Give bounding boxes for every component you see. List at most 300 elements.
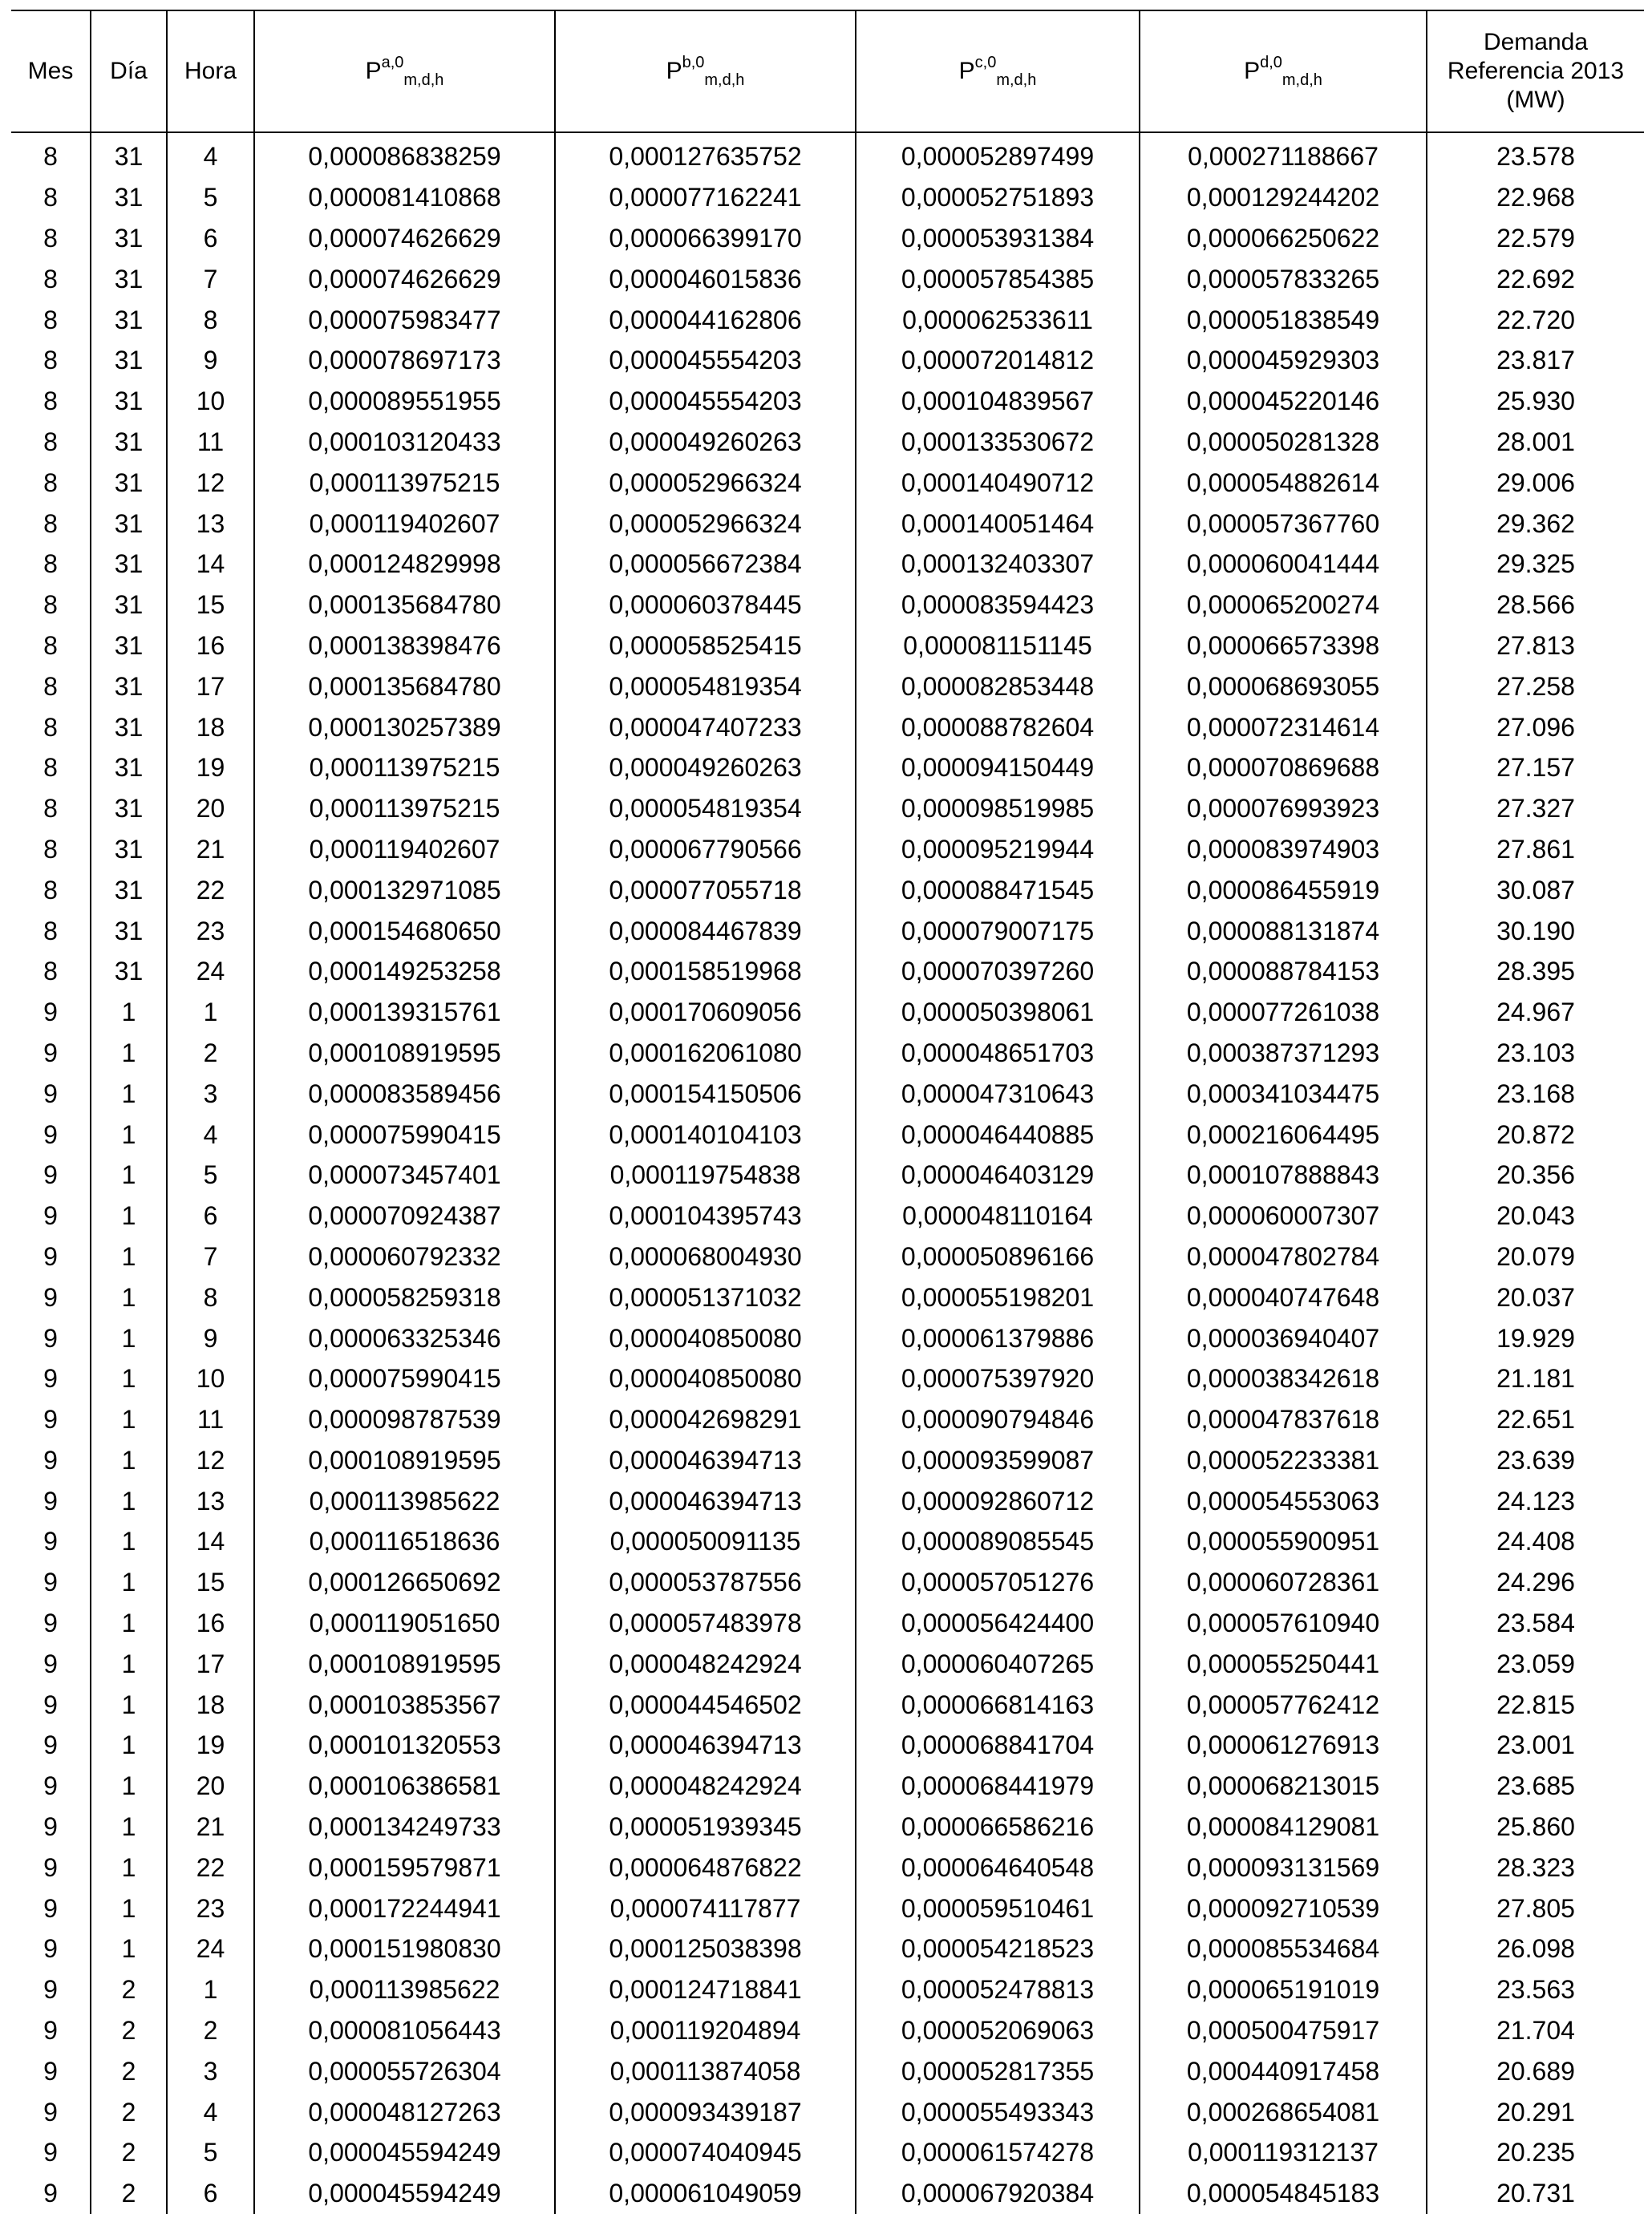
cell-dia: 1 (91, 1643, 167, 1684)
cell-pa: 0,000055726304 (254, 2050, 555, 2091)
table-row (11, 544, 1644, 585)
cell-mes: 8 (11, 258, 91, 299)
table-row (11, 869, 1644, 910)
cell-demanda: 20.043 (1496, 1201, 1575, 1231)
cell-pa: 0,000151980830 (254, 1929, 555, 1969)
cell-pc: 0,000050896166 (856, 1236, 1140, 1277)
table-header (11, 10, 1644, 132)
cell-pa: 0,000135684780 (254, 585, 555, 625)
cell-pa: 0,000116518636 (254, 1521, 555, 1562)
cell-mes: 8 (11, 340, 91, 381)
cell-demanda: 26.098 (1496, 1934, 1575, 1964)
cell-pc: 0,000093599087 (856, 1440, 1140, 1481)
cell-pa: 0,000075983477 (254, 299, 555, 340)
cell-pb: 0,000050091135 (555, 1521, 856, 1562)
cell-mes: 9 (11, 1929, 91, 1969)
cell-pb: 0,000113874058 (555, 2050, 856, 2091)
cell-pd: 0,000054845183 (1140, 2173, 1427, 2214)
cell-pd: 0,000500475917 (1140, 2010, 1427, 2051)
header-pa-base: P (365, 58, 382, 84)
cell-hora: 11 (167, 1399, 254, 1440)
cell-hora: 23 (167, 1888, 254, 1929)
header-pd-sub: m,d,h (1282, 71, 1322, 89)
table-row (11, 1643, 1644, 1684)
cell-pb: 0,000044546502 (555, 1684, 856, 1725)
cell-demanda: 19.929 (1496, 1323, 1575, 1353)
cell-pd: 0,000057367760 (1140, 503, 1427, 544)
cell-hora: 20 (167, 788, 254, 829)
cell-demanda: 20.235 (1496, 2138, 1575, 2167)
cell-pc: 0,000079007175 (856, 910, 1140, 951)
cell-dia: 31 (91, 788, 167, 829)
cell-pb: 0,000056672384 (555, 544, 856, 585)
cell-hora: 6 (167, 218, 254, 259)
cell-demanda: 27.327 (1496, 794, 1575, 824)
cell-pd: 0,000065191019 (1140, 1969, 1427, 2010)
cell-pd: 0,000085534684 (1140, 1929, 1427, 1969)
cell-mes: 9 (11, 1480, 91, 1521)
cell-pd: 0,000066573398 (1140, 625, 1427, 666)
cell-demanda: 23.563 (1496, 1975, 1575, 2005)
cell-hora: 2 (167, 1033, 254, 1074)
table-row (11, 503, 1644, 544)
cell-mes: 9 (11, 2010, 91, 2051)
cell-hora: 16 (167, 625, 254, 666)
header-pb (555, 10, 856, 132)
cell-mes: 9 (11, 1358, 91, 1399)
cell-hora: 17 (167, 1643, 254, 1684)
cell-dia: 31 (91, 747, 167, 788)
cell-pb: 0,000040850080 (555, 1358, 856, 1399)
cell-pa: 0,000081056443 (254, 2010, 555, 2051)
cell-pa: 0,000113975215 (254, 747, 555, 788)
cell-pc: 0,000059510461 (856, 1888, 1140, 1929)
table-row (11, 585, 1644, 625)
cell-pc: 0,000052069063 (856, 2010, 1140, 2051)
cell-hora: 24 (167, 951, 254, 992)
cell-pd: 0,000060007307 (1140, 1196, 1427, 1236)
cell-mes: 9 (11, 1033, 91, 1074)
cell-hora: 20 (167, 1766, 254, 1807)
cell-pa: 0,000075990415 (254, 1114, 555, 1155)
cell-pa: 0,000139315761 (254, 992, 555, 1033)
cell-mes: 8 (11, 910, 91, 951)
table-row (11, 2173, 1644, 2214)
cell-pd: 0,000387371293 (1140, 1033, 1427, 1074)
header-row (11, 10, 1644, 132)
cell-hora: 18 (167, 706, 254, 747)
cell-pb: 0,000125038398 (555, 1929, 856, 1969)
cell-dia: 1 (91, 1277, 167, 1317)
cell-pd: 0,000129244202 (1140, 177, 1427, 218)
cell-pa: 0,000078697173 (254, 340, 555, 381)
cell-pc: 0,000052751893 (856, 177, 1140, 218)
cell-pb: 0,000057483978 (555, 1603, 856, 1644)
cell-hora: 7 (167, 258, 254, 299)
cell-hora: 14 (167, 544, 254, 585)
cell-pa: 0,000048127263 (254, 2091, 555, 2132)
cell-dia: 31 (91, 340, 167, 381)
cell-demanda: 20.689 (1496, 2056, 1575, 2086)
cell-hora: 8 (167, 1277, 254, 1317)
cell-pb: 0,000068004930 (555, 1236, 856, 1277)
cell-pb: 0,000046394713 (555, 1725, 856, 1766)
cell-demanda: 23.685 (1496, 1771, 1575, 1801)
cell-dia: 1 (91, 1929, 167, 1969)
cell-dia: 2 (91, 2173, 167, 2214)
cell-pd: 0,000040747648 (1140, 1277, 1427, 1317)
cell-mes: 8 (11, 422, 91, 463)
table-row (11, 1807, 1644, 1848)
cell-hora: 13 (167, 1480, 254, 1521)
table-row (11, 625, 1644, 666)
cell-pd: 0,000076993923 (1140, 788, 1427, 829)
cell-dia: 1 (91, 1888, 167, 1929)
cell-pc: 0,000140051464 (856, 503, 1140, 544)
cell-pc: 0,000095219944 (856, 829, 1140, 870)
cell-demanda: 20.731 (1496, 2179, 1575, 2208)
cell-mes: 8 (11, 747, 91, 788)
header-hora: Hora (167, 10, 254, 132)
cell-pd: 0,000070869688 (1140, 747, 1427, 788)
cell-pd: 0,000057833265 (1140, 258, 1427, 299)
cell-pc: 0,000068441979 (856, 1766, 1140, 1807)
cell-demanda: 21.704 (1496, 2016, 1575, 2046)
cell-mes: 8 (11, 666, 91, 706)
cell-hora: 12 (167, 462, 254, 503)
cell-pa: 0,000089551955 (254, 381, 555, 422)
cell-pb: 0,000046394713 (555, 1440, 856, 1481)
header-pc-sub: m,d,h (996, 71, 1037, 89)
cell-demanda: 22.579 (1496, 223, 1575, 253)
cell-hora: 6 (167, 2173, 254, 2214)
table-row (11, 1440, 1644, 1481)
cell-hora: 22 (167, 869, 254, 910)
table-row (11, 1684, 1644, 1725)
cell-pb: 0,000048242924 (555, 1766, 856, 1807)
cell-dia: 31 (91, 381, 167, 422)
cell-pa: 0,000108919595 (254, 1033, 555, 1074)
cell-pc: 0,000140490712 (856, 462, 1140, 503)
cell-pa: 0,000113975215 (254, 462, 555, 503)
cell-pa: 0,000126650692 (254, 1562, 555, 1603)
cell-hora: 10 (167, 1358, 254, 1399)
cell-pc: 0,000055198201 (856, 1277, 1140, 1317)
cell-pc: 0,000104839567 (856, 381, 1140, 422)
table-row (11, 1277, 1644, 1317)
cell-dia: 31 (91, 132, 167, 177)
cell-hora: 2 (167, 2010, 254, 2051)
cell-mes: 8 (11, 462, 91, 503)
cell-dia: 1 (91, 1033, 167, 1074)
cell-dia: 31 (91, 177, 167, 218)
table-row (11, 462, 1644, 503)
cell-pb: 0,000119204894 (555, 2010, 856, 2051)
cell-pb: 0,000170609056 (555, 992, 856, 1033)
cell-pb: 0,000040850080 (555, 1317, 856, 1358)
cell-pc: 0,000062533611 (856, 299, 1140, 340)
cell-pa: 0,000063325346 (254, 1317, 555, 1358)
cell-pc: 0,000066586216 (856, 1807, 1140, 1848)
table-row (11, 1929, 1644, 1969)
cell-mes: 9 (11, 1807, 91, 1848)
cell-mes: 8 (11, 869, 91, 910)
cell-dia: 1 (91, 1847, 167, 1888)
cell-mes: 9 (11, 1277, 91, 1317)
cell-pa: 0,000106386581 (254, 1766, 555, 1807)
table-row (11, 992, 1644, 1033)
cell-mes: 9 (11, 2132, 91, 2173)
table-row (11, 258, 1644, 299)
cell-pb: 0,000051939345 (555, 1807, 856, 1848)
cell-demanda: 30.190 (1496, 916, 1575, 945)
cell-dia: 1 (91, 1684, 167, 1725)
cell-pd: 0,000050281328 (1140, 422, 1427, 463)
cell-mes: 9 (11, 992, 91, 1033)
table-row (11, 1155, 1644, 1196)
demand-profile-table (11, 10, 1644, 2214)
cell-pb: 0,000104395743 (555, 1196, 856, 1236)
cell-hora: 14 (167, 1521, 254, 1562)
cell-pd: 0,000045929303 (1140, 340, 1427, 381)
cell-pc: 0,000046440885 (856, 1114, 1140, 1155)
table-row (11, 951, 1644, 992)
cell-hora: 24 (167, 1929, 254, 1969)
cell-demanda: 29.006 (1496, 467, 1575, 497)
header-demanda-line-2: Referencia 2013 (1447, 58, 1625, 84)
cell-pa: 0,000073457401 (254, 1155, 555, 1196)
cell-demanda: 28.001 (1496, 427, 1575, 456)
cell-pb: 0,000074040945 (555, 2132, 856, 2173)
cell-mes: 9 (11, 1073, 91, 1114)
cell-mes: 8 (11, 132, 91, 177)
cell-pb: 0,000046394713 (555, 1480, 856, 1521)
cell-pa: 0,000119402607 (254, 503, 555, 544)
table-row (11, 2132, 1644, 2173)
table-row (11, 1562, 1644, 1603)
header-pc (856, 10, 1140, 132)
cell-mes: 9 (11, 1155, 91, 1196)
cell-hora: 15 (167, 585, 254, 625)
header-pc-base: P (958, 58, 975, 84)
cell-pd: 0,000066250622 (1140, 218, 1427, 259)
cell-pc: 0,000068841704 (856, 1725, 1140, 1766)
cell-demanda: 23.584 (1496, 1609, 1575, 1638)
cell-hora: 3 (167, 1073, 254, 1114)
cell-pa: 0,000070924387 (254, 1196, 555, 1236)
cell-dia: 31 (91, 422, 167, 463)
cell-dia: 1 (91, 1440, 167, 1481)
table-row (11, 1317, 1644, 1358)
header-pb-sup: b,0 (682, 54, 705, 71)
cell-pc: 0,000083594423 (856, 585, 1140, 625)
cell-mes: 9 (11, 1766, 91, 1807)
cell-mes: 8 (11, 625, 91, 666)
cell-dia: 1 (91, 1358, 167, 1399)
cell-hora: 17 (167, 666, 254, 706)
cell-mes: 8 (11, 951, 91, 992)
table-row (11, 910, 1644, 951)
cell-hora: 21 (167, 829, 254, 870)
cell-hora: 9 (167, 1317, 254, 1358)
cell-hora: 7 (167, 1236, 254, 1277)
cell-hora: 11 (167, 422, 254, 463)
cell-pc: 0,000072014812 (856, 340, 1140, 381)
cell-pd: 0,000054553063 (1140, 1480, 1427, 1521)
cell-dia: 31 (91, 585, 167, 625)
cell-mes: 9 (11, 1888, 91, 1929)
cell-pa: 0,000172244941 (254, 1888, 555, 1929)
table-row (11, 2091, 1644, 2132)
cell-demanda: 22.815 (1496, 1690, 1575, 1719)
cell-mes: 9 (11, 2091, 91, 2132)
cell-demanda: 20.356 (1496, 1160, 1575, 1190)
cell-hora: 21 (167, 1807, 254, 1848)
cell-pb: 0,000058525415 (555, 625, 856, 666)
cell-mes: 8 (11, 706, 91, 747)
cell-pa: 0,000081410868 (254, 177, 555, 218)
cell-demanda: 25.930 (1496, 387, 1575, 416)
cell-dia: 31 (91, 218, 167, 259)
cell-hora: 23 (167, 910, 254, 951)
cell-mes: 9 (11, 1399, 91, 1440)
cell-mes: 9 (11, 1196, 91, 1236)
cell-pd: 0,000083974903 (1140, 829, 1427, 870)
cell-demanda: 20.037 (1496, 1282, 1575, 1312)
cell-pa: 0,000083589456 (254, 1073, 555, 1114)
cell-pd: 0,000068693055 (1140, 666, 1427, 706)
table-row (11, 1236, 1644, 1277)
cell-pc: 0,000082853448 (856, 666, 1140, 706)
cell-hora: 1 (167, 1969, 254, 2010)
table-row (11, 218, 1644, 259)
cell-dia: 31 (91, 462, 167, 503)
table-row (11, 340, 1644, 381)
cell-pd: 0,000054882614 (1140, 462, 1427, 503)
cell-demanda: 29.325 (1496, 549, 1575, 579)
table-row (11, 1521, 1644, 1562)
header-demanda-line-1: Demanda (1483, 29, 1589, 55)
cell-pc: 0,000088471545 (856, 869, 1140, 910)
cell-pc: 0,000061574278 (856, 2132, 1140, 2173)
cell-pb: 0,000140104103 (555, 1114, 856, 1155)
cell-pd: 0,000119312137 (1140, 2132, 1427, 2173)
cell-pa: 0,000149253258 (254, 951, 555, 992)
cell-pb: 0,000158519968 (555, 951, 856, 992)
cell-pa: 0,000058259318 (254, 1277, 555, 1317)
cell-dia: 1 (91, 1562, 167, 1603)
cell-mes: 8 (11, 299, 91, 340)
cell-dia: 31 (91, 666, 167, 706)
cell-demanda: 23.817 (1496, 346, 1575, 375)
cell-dia: 31 (91, 829, 167, 870)
cell-dia: 1 (91, 992, 167, 1033)
cell-pd: 0,000084129081 (1140, 1807, 1427, 1848)
table-row (11, 1196, 1644, 1236)
cell-dia: 31 (91, 706, 167, 747)
cell-dia: 31 (91, 951, 167, 992)
cell-pb: 0,000045554203 (555, 381, 856, 422)
cell-pd: 0,000107888843 (1140, 1155, 1427, 1196)
cell-pc: 0,000061379886 (856, 1317, 1140, 1358)
cell-pa: 0,000159579871 (254, 1847, 555, 1888)
cell-dia: 1 (91, 1155, 167, 1196)
cell-mes: 9 (11, 1521, 91, 1562)
cell-dia: 31 (91, 258, 167, 299)
cell-mes: 8 (11, 503, 91, 544)
cell-pc: 0,000064640548 (856, 1847, 1140, 1888)
cell-dia: 31 (91, 299, 167, 340)
cell-mes: 9 (11, 1969, 91, 2010)
cell-mes: 8 (11, 177, 91, 218)
cell-dia: 1 (91, 1196, 167, 1236)
cell-pc: 0,000089085545 (856, 1521, 1140, 1562)
cell-dia: 1 (91, 1521, 167, 1562)
header-pa (254, 10, 555, 132)
cell-hora: 16 (167, 1603, 254, 1644)
cell-mes: 9 (11, 1114, 91, 1155)
cell-mes: 9 (11, 1562, 91, 1603)
cell-demanda: 28.395 (1496, 957, 1575, 986)
cell-hora: 3 (167, 2050, 254, 2091)
cell-pd: 0,000216064495 (1140, 1114, 1427, 1155)
cell-dia: 1 (91, 1236, 167, 1277)
cell-pc: 0,000053931384 (856, 218, 1140, 259)
cell-dia: 2 (91, 2132, 167, 2173)
cell-hora: 1 (167, 992, 254, 1033)
cell-pc: 0,000090794846 (856, 1399, 1140, 1440)
cell-pc: 0,000060407265 (856, 1643, 1140, 1684)
table-row (11, 1480, 1644, 1521)
cell-pd: 0,000045220146 (1140, 381, 1427, 422)
cell-mes: 9 (11, 1440, 91, 1481)
cell-pc: 0,000132403307 (856, 544, 1140, 585)
cell-pb: 0,000061049059 (555, 2173, 856, 2214)
cell-hora: 4 (167, 132, 254, 177)
cell-dia: 1 (91, 1766, 167, 1807)
cell-mes: 9 (11, 1643, 91, 1684)
table-row (11, 788, 1644, 829)
cell-hora: 6 (167, 1196, 254, 1236)
cell-hora: 12 (167, 1440, 254, 1481)
cell-hora: 4 (167, 1114, 254, 1155)
cell-pb: 0,000077162241 (555, 177, 856, 218)
cell-pb: 0,000048242924 (555, 1643, 856, 1684)
header-demanda-line-3: (MW) (1506, 87, 1565, 113)
table-row (11, 829, 1644, 870)
cell-demanda: 20.291 (1496, 2097, 1575, 2127)
cell-pb: 0,000052966324 (555, 462, 856, 503)
cell-dia: 31 (91, 544, 167, 585)
cell-pa: 0,000074626629 (254, 258, 555, 299)
cell-pb: 0,000053787556 (555, 1562, 856, 1603)
cell-pb: 0,000093439187 (555, 2091, 856, 2132)
cell-pc: 0,000052817355 (856, 2050, 1140, 2091)
cell-demanda: 23.103 (1496, 1038, 1575, 1067)
cell-pa: 0,000134249733 (254, 1807, 555, 1848)
cell-pc: 0,000052897499 (856, 132, 1140, 177)
cell-dia: 2 (91, 2091, 167, 2132)
cell-pd: 0,000088131874 (1140, 910, 1427, 951)
table-row (11, 1888, 1644, 1929)
cell-dia: 1 (91, 1807, 167, 1848)
cell-demanda: 22.692 (1496, 264, 1575, 293)
cell-mes: 9 (11, 2050, 91, 2091)
cell-demanda: 28.323 (1496, 1852, 1575, 1882)
cell-hora: 13 (167, 503, 254, 544)
cell-mes: 8 (11, 788, 91, 829)
cell-demanda: 27.813 (1496, 630, 1575, 660)
